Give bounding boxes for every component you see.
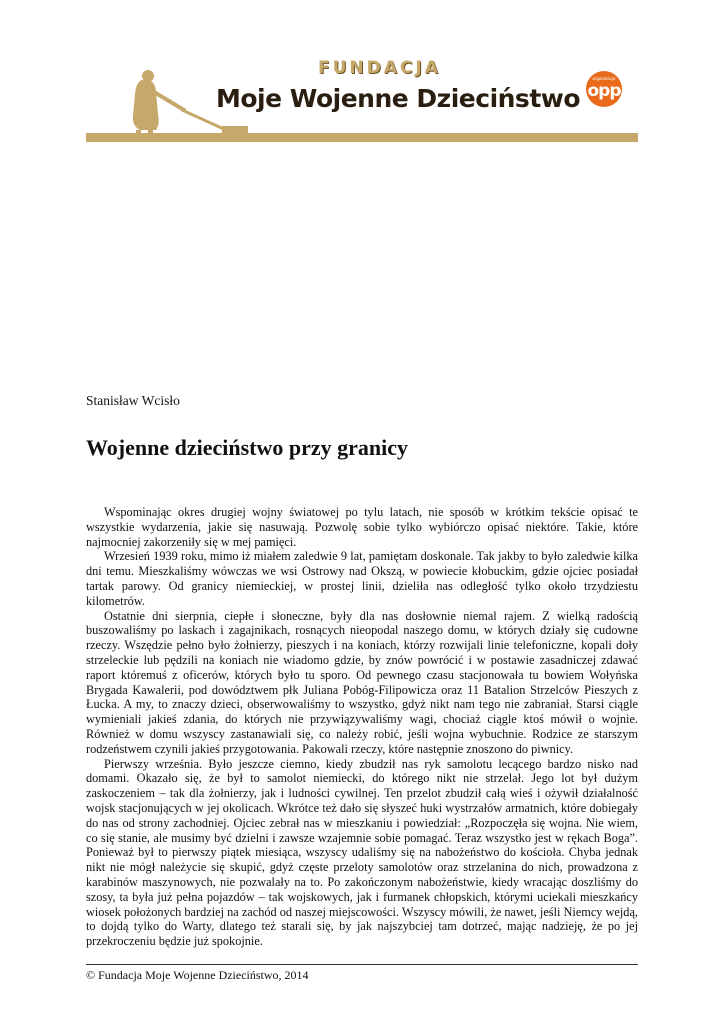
badge-main-text: opp [587,81,621,101]
page-header [86,54,638,146]
paragraph: Wrzesień 1939 roku, mimo iż miałem zaledwie 9 lat, pamiętam doskonale. Tak jakby to było zaledwie kilka dni temu. Mieszkaliśmy wówczas we wsi Ostrowy nad Okszą, w powiecie kłobuckim, gdzie ojciec posiadał tartak parowy. Od granicy niemieckiej, w prostej linii, dzieliła nas odległość tylko około trzydziestu kilometrów. [86,549,638,608]
paragraph: Wspominając okres drugiej wojny światowej po tylu latach, nie sposób w krótkim tekście opisać te wszystkie wydarzenia, jakie się nasuwają. Pozwolę sobie tylko wybiórczo opisać niektóre. Takie, które najmocniej zakorzeniły się w mej pamięci. [86,505,638,549]
opp-badge [586,71,622,107]
badge-small-text: organizacja [592,76,616,81]
body-text [86,505,638,949]
footer-copyright: © Fundacja Moje Wojenne Dzieciństwo, 2014 [86,968,309,982]
header-title: Moje Wojenne Dzieciństwo [216,84,581,113]
paragraph: Ostatnie dni sierpnia, ciepłe i słoneczne, były dla nas dosłownie niemal rajem. Z wielką radością buszowaliśmy po laskach i zagajnikach, rosnących nieopodal naszego domu, w których działy się cudowne rzeczy. Wszędzie pełno było żołnierzy, pieszych i na koniach, którzy rozwijali linie telefoniczne, kopali doły strzeleckie lub pędzili na koniach nie wiadomo gdzie, by znów powrócić i w postawie zasadniczej zdawać raport któremuś z oficerów, których było tu sporo. Od pewnego czasu stacjonowała tu bowiem Wołyńska Brygada Kawalerii, pod dowództwem płk Juliana Pobóg-Filipowicza oraz 11 Batalion Strzelców Pieszych z Łucka. A my, to znaczy dzieci, obserwowaliśmy to wszystko, gdyż nikt nam tego nie zabraniał. Starsi ciągle wymieniali jakieś zdania, do których nie przywiązywaliśmy wagi, chociaż ciągle ktoś mówił o wojnie. Również w domu wszyscy zastanawiali się, co należy robić, jeśli wojna wybuchnie. Rodzice ze starszym rodzeństwem czynili jakieś przygotowania. Pakowali rzeczy, które następnie znoszono do piwnicy. [86,608,638,756]
foundation-label: FUNDACJA [318,58,441,78]
document-title: Wojenne dzieciństwo przy granicy [86,435,409,460]
header-divider-bar [86,133,638,142]
paragraph: Pierwszy września. Było jeszcze ciemno, kiedy zbudził nas ryk samolotu lecącego bardzo nisko nad domami. Okazało się, że był to samolot niemiecki, do którego nikt nie strzelał. Jego lot był dużym zaskoczeniem – tak dla żołnierzy, jak i ludności cywilnej. Ten przelot zbudził całą wieś i ożywił działalność wojsk stacjonujących w jej okolicach. Wkrótce też dało się słyszeć huki wystrzałów armatnich, które dobiegały do nas od strony zachodniej. Ojciec zebrał nas w mieszkaniu i powiedział: „Rozpoczęła się wojna. Nie wiem, co się stanie, ale musimy być dzielni i zawsze wzajemnie sobie pomagać. Teraz wszystko jest w rękach Boga”. Ponieważ był to pierwszy piątek miesiąca, wszyscy udaliśmy się na nabożeństwo do kościoła. Chyba jednak nikt nie mógł należycie się skupić, gdyż częste przeloty samolotów oraz strzelanina do nich, prowadzona z karabinów maszynowych, nie pozwalały na to. Po zakończonym nabożeństwie, kiedy wracając doszliśmy do szosy, ta była już pełna pojazdów – tak wojskowych, jak i furmanek chłopskich, którymi uciekali mieszkańcy wiosek położonych bardziej na zachód od naszej miejscowości. Wszyscy mówili, że nawet, jeśli Niemcy wejdą, to dojdą tylko do Warty, dlatego też starali się, by jak najszybciej tam dotrzeć, mając nadzieję, że po jej przekroczeniu będzie już spokojnie. [86,756,638,949]
author-name: Stanisław Wcisło [86,393,180,408]
footer-divider [86,964,638,965]
